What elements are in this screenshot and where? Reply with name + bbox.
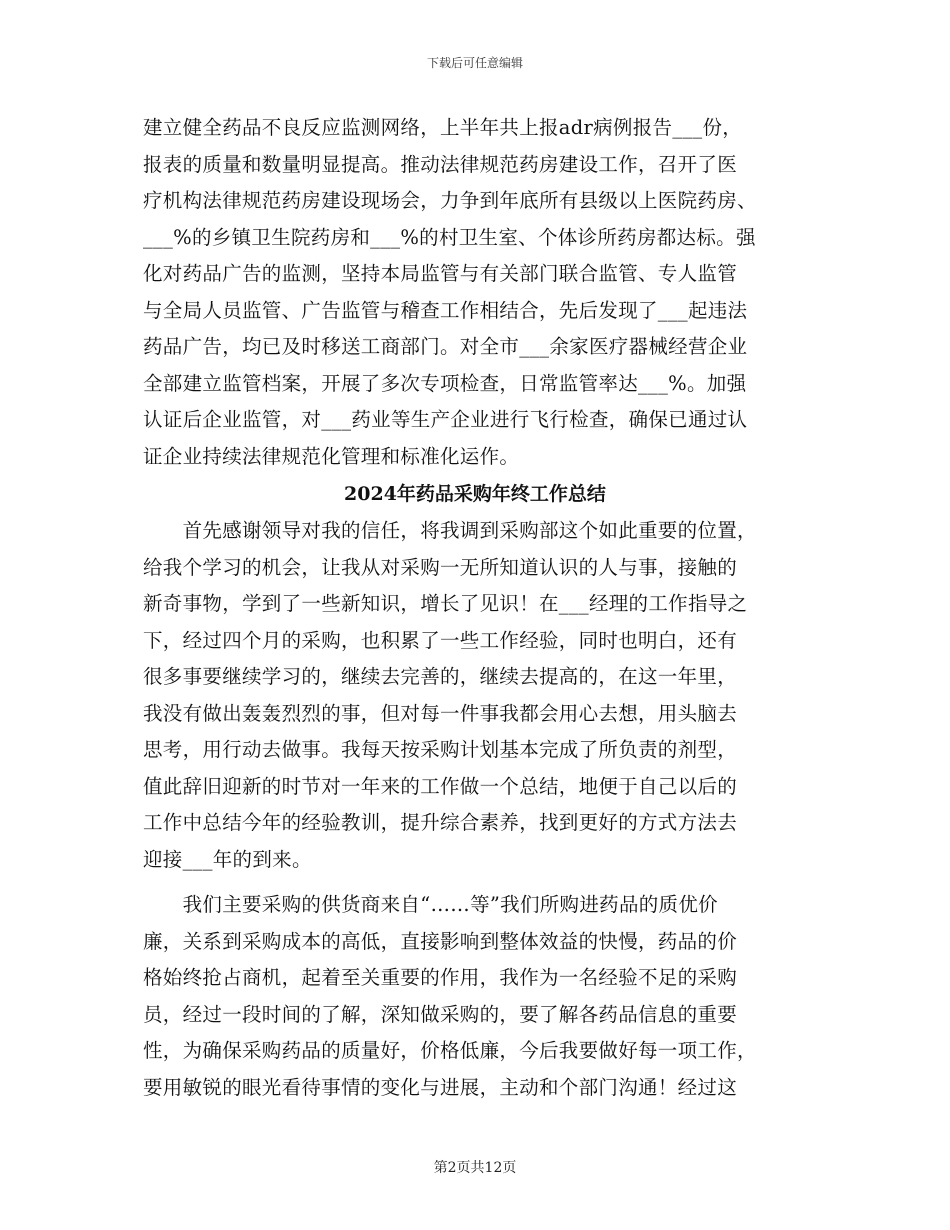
- paragraph-gap: [143, 878, 807, 887]
- text-line: 建立健全药品不良反应监测网络，上半年共上报adr病例报告___份，: [143, 116, 743, 139]
- text-line: 性，为确保采购药品的质量好，价格低廉，今后我要做好每一项工作，: [143, 1039, 757, 1062]
- header-note: 下载后可任意编辑: [426, 56, 523, 70]
- intro-paragraph: [143, 110, 807, 475]
- text-line: 给我个学习的机会，让我从对采购一无所知道认识的人与事，接触的: [143, 555, 738, 579]
- text-line: 工作中总结今年的经验教训，提升综合素养，找到更好的方式方法去: [143, 811, 738, 834]
- page-number: 第2页共12页: [433, 1160, 517, 1176]
- document-body: [143, 110, 807, 1106]
- section-title: 2024年药品采购年终工作总结: [344, 483, 606, 505]
- text-line: 疗机构法律规范药房建设现场会，力争到年底所有县级以上医院药房、: [143, 189, 757, 212]
- text-line: 报表的质量和数量明显提高。推动法律规范药房建设工作，召开了医: [143, 152, 738, 176]
- text-line: 证企业持续法律规范化管理和标准化运作。: [143, 444, 520, 468]
- text-line: 廉，关系到采购成本的高低，直接影响到整体效益的快慢，药品的价: [143, 929, 738, 953]
- paragraph-2: [143, 887, 807, 1106]
- text-line: 新奇事物，学到了一些新知识，增长了见识！在___经理的工作指导之: [143, 592, 748, 615]
- text-line: 员，经过一段时间的了解，深知做采购的，要了解各药品信息的重要: [143, 1002, 738, 1026]
- text-line: 迎接___年的到来。: [143, 847, 312, 871]
- text-line: 值此辞旧迎新的时节对一年来的工作做一个总结，地便于自己以后的: [143, 774, 738, 798]
- text-line: 与全局人员监管、广告监管与稽查工作相结合，先后发现了___起违法: [143, 298, 748, 322]
- paragraph-1: [143, 513, 807, 878]
- text-line: 很多事要继续学习的，继续去完善的，继续去提高的，在这一年里，: [143, 665, 738, 688]
- text-line: 要用敏锐的眼光看待事情的变化与进展，主动和个部门沟通！经过这: [143, 1075, 738, 1099]
- text-line: 首先感谢领导对我的信任，将我调到采购部这个如此重要的位置，: [143, 519, 757, 542]
- text-line: 下，经过四个月的采购，也积累了一些工作经验，同时也明白，还有: [143, 628, 738, 652]
- text-line: 格始终抢占商机，起着至关重要的作用，我作为一名经验不足的采购: [143, 966, 738, 989]
- text-line: ___%的乡镇卫生院药房和___%的村卫生室、个体诊所药房都达标。强: [143, 225, 756, 249]
- text-line: 药品广告，均已及时移送工商部门。对全市___余家医疗器械经营企业: [143, 335, 748, 358]
- text-line: 化对药品广告的监测，坚持本局监管与有关部门联合监管、专人监管: [143, 262, 738, 285]
- text-line: 全部建立监管档案，开展了多次专项检查，日常监管率达___%。加强: [143, 371, 747, 395]
- text-line: 我没有做出轰轰烈烈的事，但对每一件事我都会用心去想，用头脑去: [143, 701, 738, 725]
- text-line: 思考，用行动去做事。我每天按采购计划基本完成了所负责的剂型，: [143, 738, 738, 761]
- text-line: 我们主要采购的供货商来自“……等”我们所购进药品的质优价: [143, 893, 718, 916]
- text-line: 认证后企业监管，对___药业等生产企业进行飞行检查，确保已通过认: [143, 408, 748, 431]
